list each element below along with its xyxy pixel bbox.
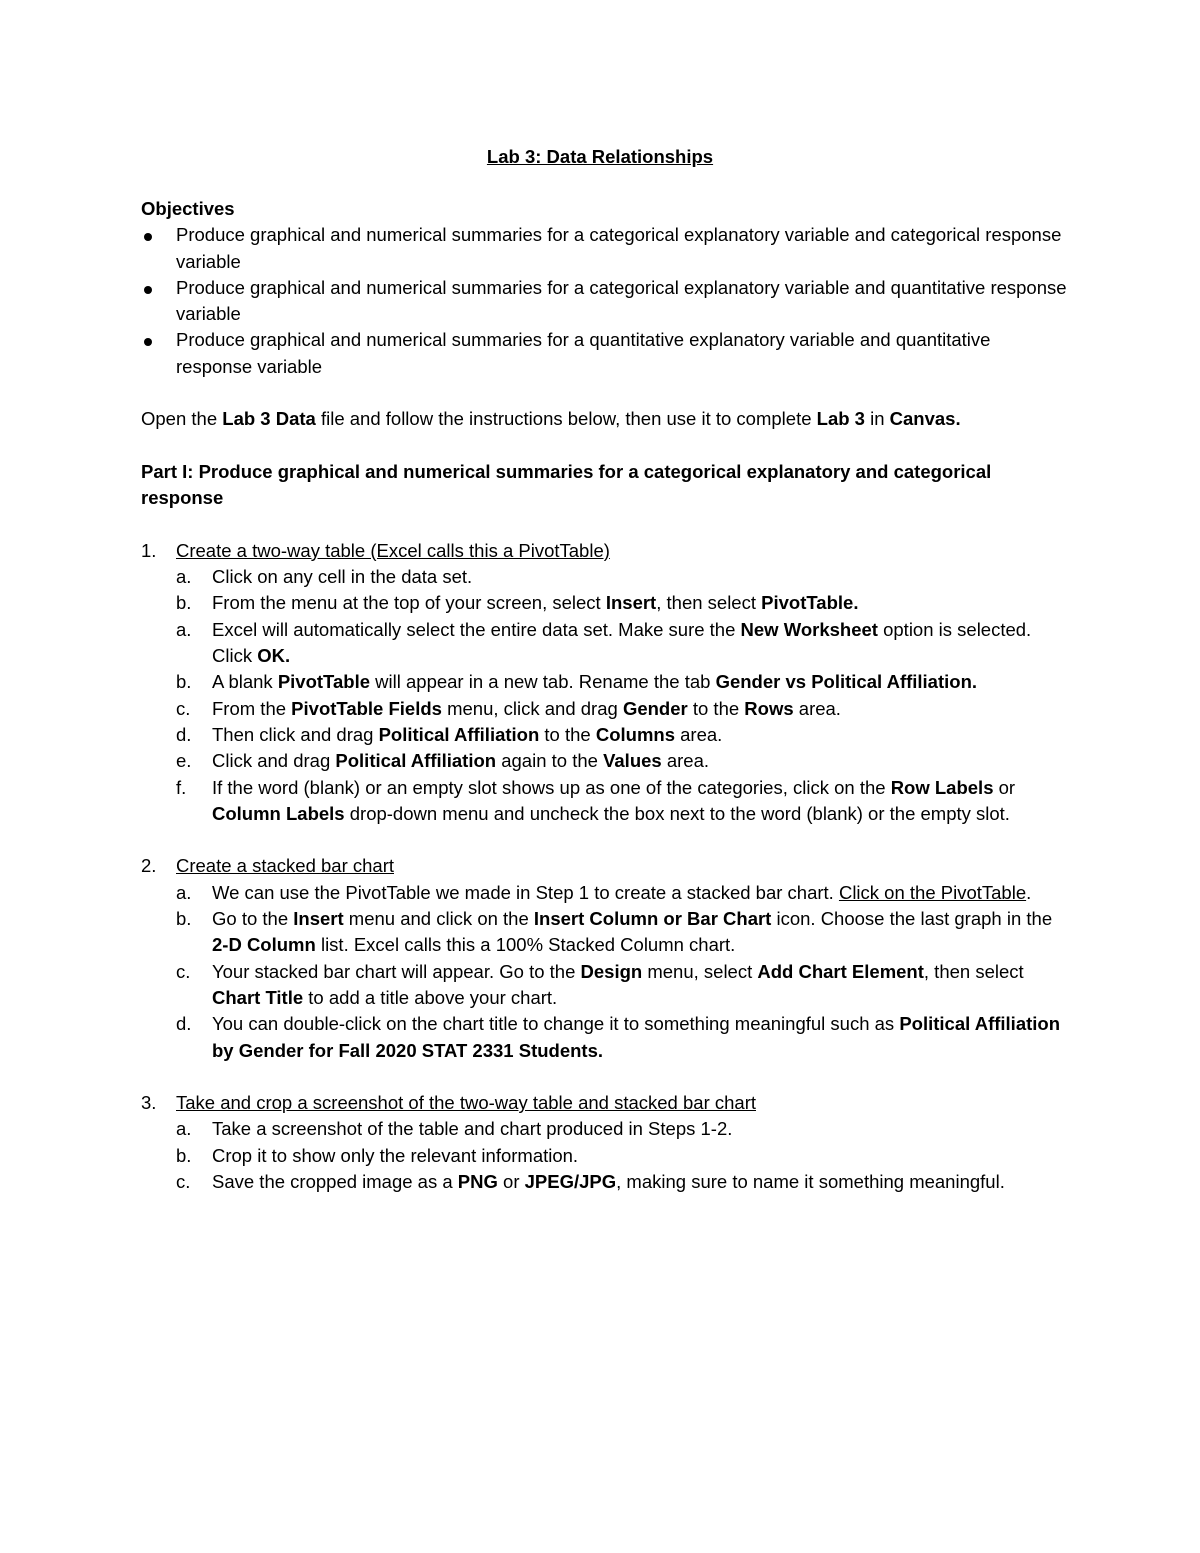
- step-2-item: a. We can use the PivotTable we made in Step 1 to create a stacked bar chart. Click on the PivotTable.: [176, 881, 1032, 903]
- step-2-item: d. You can double-click on the chart title to change it to something meaningful such as Political Affiliation by Gender for Fall 2020 STAT 2331 Students.: [176, 1013, 1061, 1061]
- bullet-icon: [144, 338, 152, 346]
- bullet-icon: [144, 233, 152, 241]
- step-2-item: b. Go to the Insert menu and click on the Insert Column or Bar Chart icon. Choose the last graph in the 2-D Column list. Excel calls this a 100% Stacked Column chart.: [176, 908, 1053, 956]
- intro-paragraph: Open the Lab 3 Data file and follow the instructions below, then use it to complete Lab 3 in Canvas.: [141, 408, 961, 430]
- document-body: [141, 196, 1071, 1195]
- bullet-icon: [144, 286, 152, 294]
- step-1-item: a. Excel will automatically select the entire data set. Make sure the New Worksheet option is selected. Click OK.: [176, 618, 1032, 667]
- step-1-heading: 1. Create a two-way table (Excel calls this a PivotTable): [141, 539, 610, 561]
- objectives-heading: Objectives: [141, 198, 235, 219]
- step-1-item: e. Click and drag Political Affiliation again to the Values area.: [176, 750, 710, 772]
- step-1-item: b. A blank PivotTable will appear in a new tab. Rename the tab Gender vs Political Affiliation.: [176, 671, 978, 693]
- step-3-item: c. Save the cropped image as a PNG or JPEG/JPG, making sure to name it something meaningful.: [176, 1170, 1005, 1192]
- step-1-item: a. Click on any cell in the data set.: [176, 566, 473, 588]
- step-1-item: b. From the menu at the top of your screen, select Insert, then select PivotTable.: [176, 592, 859, 614]
- document-title: Lab 3: Data Relationships: [486, 146, 714, 167]
- step-2-item: c. Your stacked bar chart will appear. Go to the Design menu, select Add Chart Element, then select Chart Title to add a title above your chart.: [176, 960, 1024, 1008]
- objectives-list: [141, 222, 1071, 380]
- step-2-heading: 2. Create a stacked bar chart: [141, 855, 394, 877]
- objective-item: Produce graphical and numerical summaries for a categorical explanatory variable and categorical response variable: [141, 222, 1071, 275]
- step-3-item: b. Crop it to show only the relevant information.: [176, 1144, 579, 1166]
- step-3-item: a. Take a screenshot of the table and chart produced in Steps 1-2.: [176, 1118, 733, 1140]
- step-1-item: f. If the word (blank) or an empty slot shows up as one of the categories, click on the Row Labels or Column Labels drop-down menu and uncheck the box next to the word (blank) or the empty slot.: [176, 776, 1016, 824]
- step-1-item: d. Then click and drag Political Affiliation to the Columns area.: [176, 723, 723, 745]
- objective-item: Produce graphical and numerical summaries for a quantitative explanatory variable and quantitative response variable: [141, 327, 1071, 380]
- step-1-item: c. From the PivotTable Fields menu, click and drag Gender to the Rows area.: [176, 697, 841, 719]
- objective-item: Produce graphical and numerical summaries for a categorical explanatory variable and quantitative response variable: [141, 275, 1071, 328]
- part1-heading: Part I: Produce graphical and numerical summaries for a categorical explanatory and categorical response: [141, 460, 992, 509]
- step-3-heading: 3. Take and crop a screenshot of the two-way table and stacked bar chart: [141, 1092, 756, 1114]
